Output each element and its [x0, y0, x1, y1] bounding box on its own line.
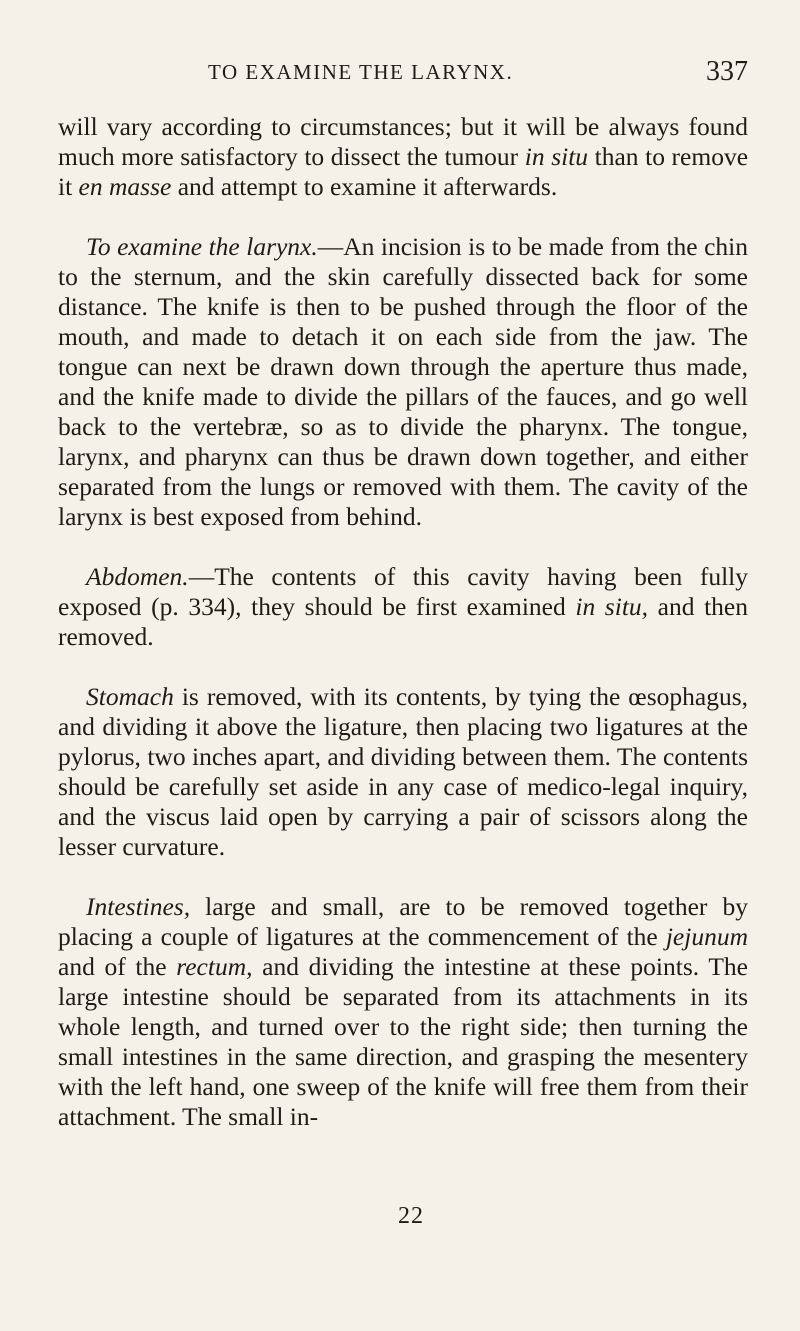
section-heading-larynx: To examine the larynx.	[86, 232, 318, 261]
text-run: and of the	[58, 952, 177, 981]
text-run: large and small, are to be removed together by placing a couple of ligatures at the commencement of the	[58, 892, 748, 951]
italic-run: in situ,	[575, 592, 649, 621]
body-text	[58, 112, 748, 1132]
paragraph-stomach	[58, 682, 748, 862]
book-page	[58, 0, 748, 1331]
running-header	[58, 56, 748, 96]
page-number: 337	[706, 56, 748, 87]
paragraph-intestines	[58, 892, 748, 1132]
text-run: —The contents of this cavity having been fully exposed (p. 334), they should be first examined	[58, 562, 748, 621]
italic-run: en masse	[78, 172, 172, 201]
text-run: will vary according to circumstances; but it will be always found much more satisfactory to dissect the tumour	[58, 112, 748, 171]
italic-run: in situ	[524, 142, 589, 171]
text-run: than to remove it	[58, 142, 749, 201]
paragraph-abdomen	[58, 562, 748, 652]
text-run: and then removed.	[58, 592, 748, 651]
text-run: and attempt to examine it afterwards.	[171, 172, 558, 201]
section-heading-intestines: Intestines,	[86, 892, 191, 921]
paragraph-continuation	[58, 112, 748, 202]
italic-run: jejunum	[665, 922, 748, 951]
italic-run: rectum,	[176, 952, 253, 981]
signature-mark: 22	[398, 1203, 424, 1229]
section-heading-abdomen: Abdomen.	[86, 562, 189, 591]
paragraph-larynx	[58, 232, 748, 532]
text-run: —An incision is to be made from the chin to the sternum, and the skin carefully dissected back for some distance. The knife is then to be pushed through the floor of the mouth, and made to detach it on each side from the jaw. The tongue can next be drawn down through the aperture thus made, and the knife made to divide the pillars of the fauces, and go well back to the vertebræ, so as to divide the pharynx. The tongue, larynx, and pharynx can thus be drawn down together, and either separated from the lungs or removed with them. The cavity of the larynx is best exposed from behind.	[58, 232, 748, 531]
section-heading-stomach: Stomach	[86, 682, 174, 711]
text-run: is removed, with its contents, by tying the œsophagus, and dividing it above the ligature, then placing two ligatures at the pylorus, two inches apart, and dividing between them. The contents should be carefully set aside in any case of medico-legal inquiry, and the viscus laid open by carrying a pair of scissors along the lesser curvature.	[58, 682, 748, 861]
running-title: TO EXAMINE THE LARYNX.	[208, 60, 514, 84]
text-run: and dividing the intestine at these points. The large intestine should be separated from its attachments in its whole length, and turned over to the right side; then turning the small intestines in the same direction, and grasping the mesentery with the left hand, one sweep of the knife will free them from their attachment. The small in-	[58, 952, 748, 1131]
